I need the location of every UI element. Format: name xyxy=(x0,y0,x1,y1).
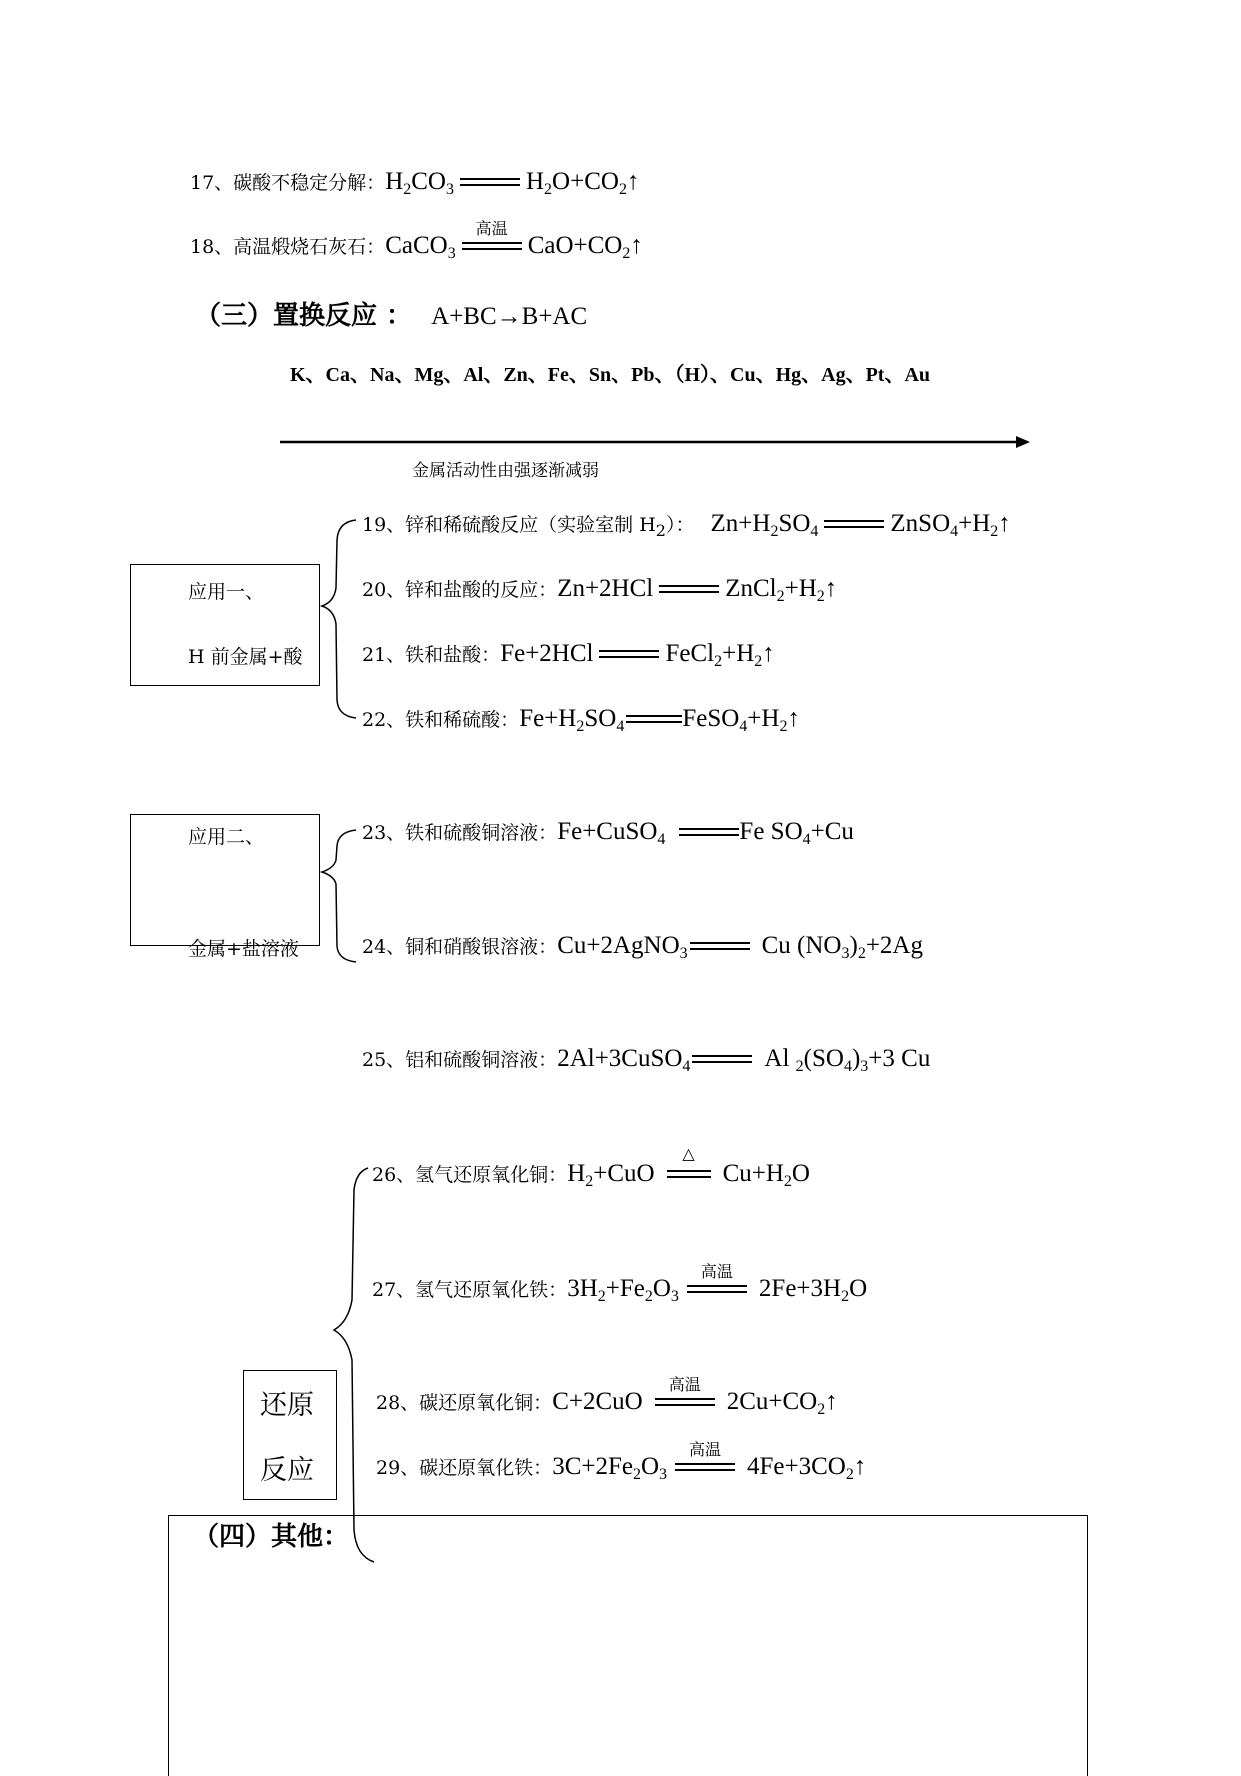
reaction-25-label: 25、铝和硫酸铜溶液： xyxy=(362,1049,558,1071)
condition-high-temp: 高温 xyxy=(700,1262,733,1282)
reaction-24-equation: Cu+2AgNO$_3$ Cu $(NO_3)_2+2Ag$ xyxy=(557,932,923,962)
reaction-26-equation: $H_2+CuO$ △ $Cu+H_2O$ xyxy=(567,1144,810,1190)
reaction-25-equation: 2Al+3CuSO$_4$ Al $_2(SO_4)_3+3$ Cu xyxy=(557,1045,931,1075)
reaction-28-label: 28、碳还原氧化铜： xyxy=(376,1392,553,1414)
equals-sign xyxy=(655,1375,715,1408)
reaction-21-equation: Fe+2HCl $FeCl_2+H_2↑$ xyxy=(500,640,775,670)
section-4-title: （四）其他： xyxy=(193,1522,350,1552)
reaction-19 xyxy=(362,510,1011,541)
equals-sign xyxy=(675,1440,735,1473)
reaction-22-equation: $Fe+H_2SO_4$ $FeSO_4+H_2↑$ xyxy=(519,705,800,735)
reaction-19-equation: $Zn+H_2SO_4$ $ZnSO_4+H_2↑$ xyxy=(710,510,1011,540)
reaction-18-equation: CaCO$_3$ 高温 $CaO+CO_2↑$ xyxy=(385,232,643,259)
section-4-box xyxy=(168,1515,1088,1776)
application-1-desc: H 前金属+酸 xyxy=(188,646,303,668)
reaction-18-label: 18、高温煅烧石灰石： xyxy=(190,236,386,258)
reaction-17-equation: $H_2CO_3$ $H_2O+CO_2↑$ xyxy=(385,168,640,198)
reduction-title-1: 还原 xyxy=(260,1390,314,1421)
reaction-27 xyxy=(372,1262,868,1306)
reaction-26-label: 26、氢气还原氧化铜： xyxy=(372,1164,568,1186)
equals-sign xyxy=(687,1262,747,1295)
reaction-20 xyxy=(362,575,837,606)
reaction-29-label: 29、碳还原氧化铁： xyxy=(376,1457,553,1479)
metal-activity-series: K、Ca、Na、Mg、Al、Zn、Fe、Sn、Pb、（H）、Cu、Hg、Ag、Pt、Au xyxy=(290,364,931,386)
equals-sign xyxy=(659,585,719,595)
reaction-23-equation: Fe+CuSO$_4$ Fe $SO_4+Cu$ xyxy=(557,818,854,848)
activity-arrow-head xyxy=(1016,436,1030,448)
equals-sign xyxy=(824,520,884,530)
brace-reduction xyxy=(334,1168,374,1562)
section-3-formula: A+BC→B+AC xyxy=(431,303,588,330)
reaction-26 xyxy=(372,1144,810,1191)
brace-application-2 xyxy=(322,830,356,962)
equals-sign xyxy=(692,1055,752,1065)
reaction-23 xyxy=(362,818,854,849)
reaction-21 xyxy=(362,640,775,671)
reaction-21-label: 21、铁和盐酸： xyxy=(362,644,501,666)
reaction-23-label: 23、铁和硫酸铜溶液： xyxy=(362,822,558,844)
reaction-27-label: 27、氢气还原氧化铁： xyxy=(372,1279,568,1301)
reaction-28-equation: C+2CuO 高温 $2Cu+CO_2↑$ xyxy=(552,1388,838,1415)
equals-sign xyxy=(690,942,750,952)
condition-high-temp: 高温 xyxy=(668,1375,701,1395)
reaction-20-equation: Zn+2HCl $ZnCl_2+H_2↑$ xyxy=(557,575,838,605)
reaction-29-equation: $3C+2Fe_2O_3$ 高温 $4Fe+3CO_2↑$ xyxy=(552,1453,866,1480)
reaction-17-label: 17、碳酸不稳定分解： xyxy=(190,172,386,194)
brace-application-1 xyxy=(322,520,356,718)
application-2-title: 应用二、 xyxy=(188,826,265,848)
section-3-title: （三）置换反应 ： xyxy=(195,301,413,331)
condition-high-temp: 高温 xyxy=(689,1440,722,1460)
reaction-24 xyxy=(362,932,923,963)
equals-sign xyxy=(626,715,682,725)
reaction-22-label: 22、铁和稀硫酸： xyxy=(362,709,520,731)
equals-sign xyxy=(599,650,659,660)
reaction-25 xyxy=(362,1045,930,1076)
reaction-27-equation: $3H_2+Fe_2O_3$ 高温 $2Fe+3H_2O$ xyxy=(567,1275,867,1302)
reaction-19-label: 19、锌和稀硫酸反应（实验室制 $H_2$）： xyxy=(362,514,695,540)
reduction-title-2: 反应 xyxy=(260,1455,314,1486)
application-2-desc: 金属+盐溶液 xyxy=(188,938,299,960)
condition-high-temp: 高温 xyxy=(475,219,508,239)
reaction-29 xyxy=(376,1440,867,1484)
equals-sign xyxy=(679,828,739,838)
reaction-22 xyxy=(362,705,800,736)
condition-heat: △ xyxy=(682,1144,695,1164)
application-1-title: 应用一、 xyxy=(188,581,265,603)
reaction-24-label: 24、铜和硝酸银溶液： xyxy=(362,936,558,958)
reaction-28 xyxy=(376,1375,838,1419)
equals-sign xyxy=(667,1144,711,1180)
reaction-20-label: 20、锌和盐酸的反应： xyxy=(362,579,558,601)
activity-note: 金属活动性由强逐渐减弱 xyxy=(412,461,599,481)
